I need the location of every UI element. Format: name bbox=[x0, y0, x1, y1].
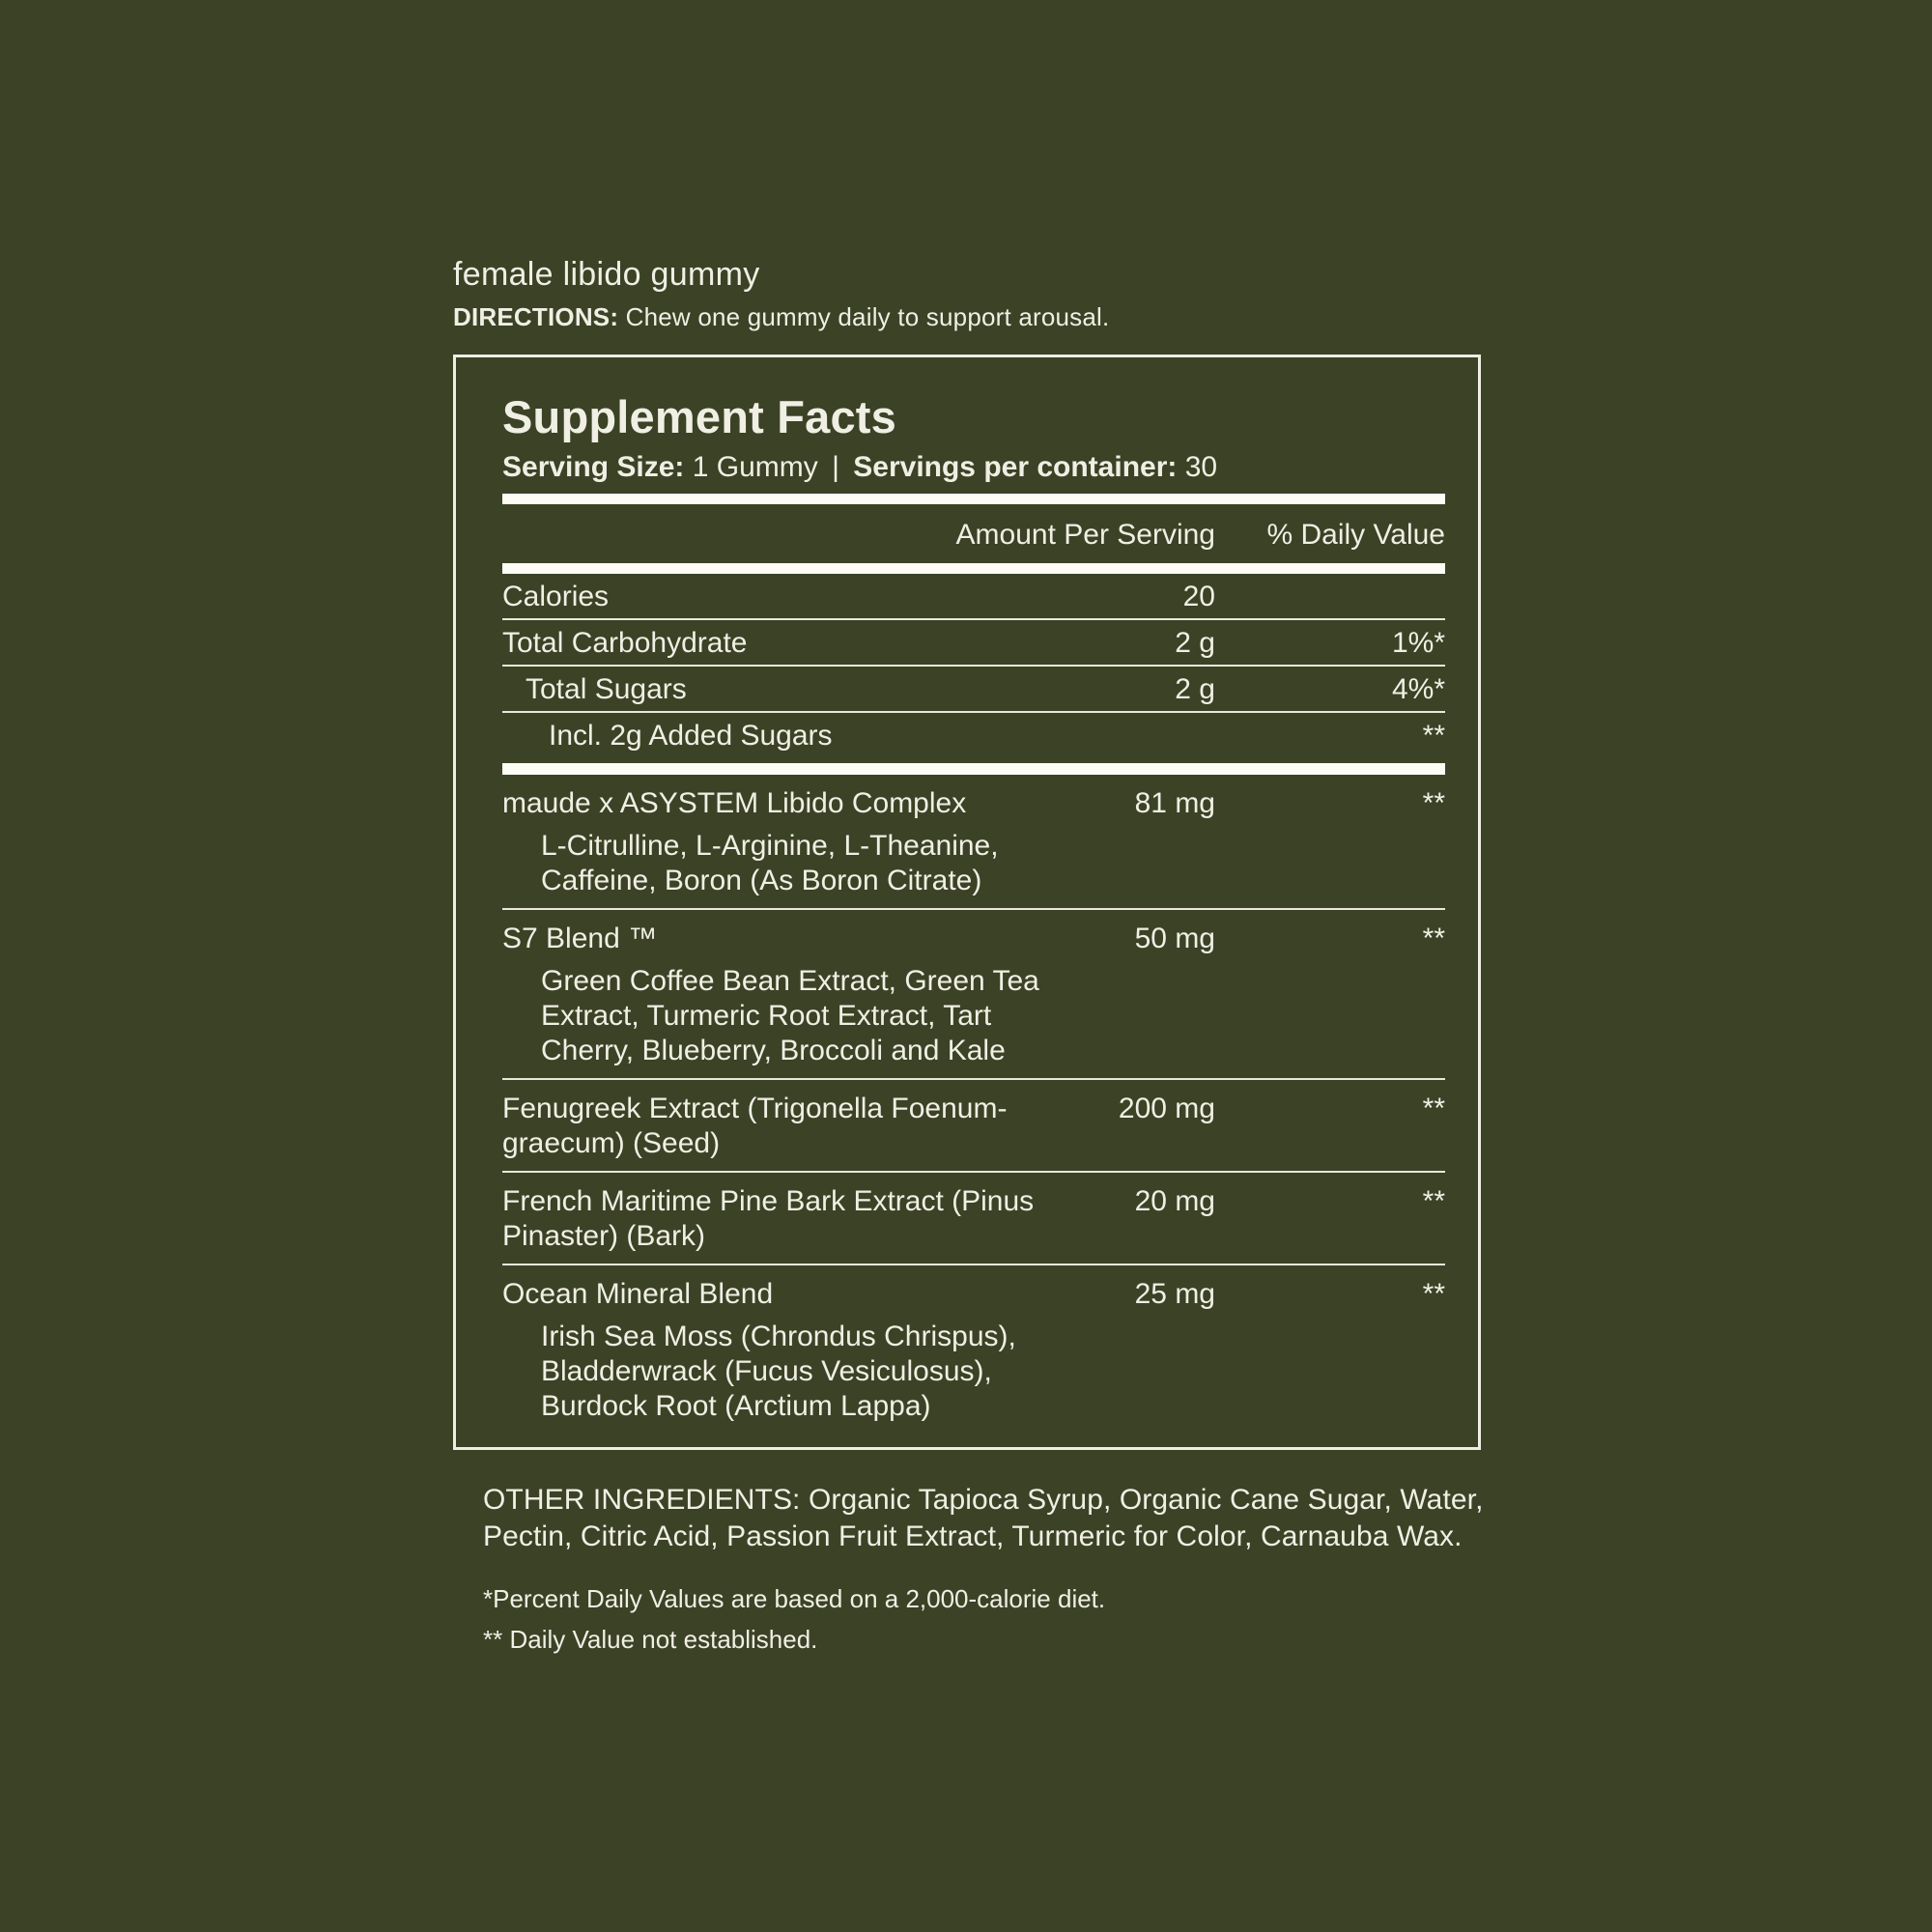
directions-line bbox=[453, 302, 1487, 332]
nutrient-amount: 2 g bbox=[1175, 627, 1215, 659]
nutrient-dv: ** bbox=[1422, 720, 1445, 752]
ingredient-components: Irish Sea Moss (Chrondus Chrispus), Bladderwrack (Fucus Vesiculosus), Burdock Root (Arctium Lappa) bbox=[541, 1321, 1016, 1422]
servings-per-container-value: 30 bbox=[1184, 451, 1218, 483]
nutrient-row-calories bbox=[502, 574, 1445, 620]
ingredient-dv: ** bbox=[1422, 923, 1445, 954]
other-ingredients-line bbox=[483, 1482, 1526, 1555]
ingredient-amount: 25 mg bbox=[1134, 1278, 1215, 1310]
ingredient-components: Green Coffee Bean Extract, Green Tea Extract, Turmeric Root Extract, Tart Cherry, Blueberry, Broccoli and Kale bbox=[541, 965, 1039, 1066]
separator-bar-top bbox=[502, 494, 1445, 504]
ingredient-dv: ** bbox=[1422, 787, 1445, 819]
ingredient-name: maude x ASYSTEM Libido Complex bbox=[502, 787, 967, 819]
nutrient-name: Total Sugars bbox=[526, 673, 687, 705]
nutrient-dv: 1%* bbox=[1391, 627, 1445, 659]
ingredient-name: S7 Blend ™ bbox=[502, 923, 658, 954]
product-title: female libido gummy bbox=[453, 256, 760, 293]
serving-line bbox=[502, 451, 1445, 484]
ingredient-components: L-Citrulline, L-Arginine, L-Theanine, Caffeine, Boron (As Boron Citrate) bbox=[541, 830, 999, 896]
directions-text: Chew one gummy daily to support arousal. bbox=[625, 302, 1110, 331]
ingredient-dv: ** bbox=[1422, 1093, 1445, 1124]
intro-block bbox=[453, 256, 1487, 332]
ingredient-amount: 20 mg bbox=[1134, 1185, 1215, 1217]
nutrient-row-total-carbohydrate bbox=[502, 620, 1445, 667]
column-header-dv: % Daily Value bbox=[1266, 519, 1445, 551]
serving-divider: | bbox=[832, 451, 839, 483]
ingredient-amount: 200 mg bbox=[1118, 1093, 1215, 1124]
nutrient-dv: 4%* bbox=[1391, 673, 1445, 705]
ingredient-amount: 81 mg bbox=[1134, 787, 1215, 819]
separator-bar-header bbox=[502, 563, 1445, 574]
ingredient-row-pine-bark bbox=[502, 1173, 1445, 1265]
ingredient-row-fenugreek bbox=[502, 1080, 1445, 1173]
ingredient-amount: 50 mg bbox=[1134, 923, 1215, 954]
ingredient-name: French Maritime Pine Bark Extract (Pinus Pinaster) (Bark) bbox=[502, 1185, 1035, 1252]
panel-title: Supplement Facts bbox=[502, 391, 897, 442]
ingredient-row-libido-complex bbox=[502, 775, 1445, 910]
separator-bar-mid bbox=[502, 763, 1445, 775]
nutrient-name: Total Carbohydrate bbox=[502, 627, 748, 659]
ingredient-name: Fenugreek Extract (Trigonella Foenum-graecum) (Seed) bbox=[502, 1093, 1008, 1159]
nutrient-row-total-sugars bbox=[502, 667, 1445, 713]
ingredient-row-ocean-mineral bbox=[502, 1265, 1445, 1447]
ingredient-dv: ** bbox=[1422, 1185, 1445, 1217]
footnote-not-established: ** Daily Value not established. bbox=[483, 1625, 818, 1654]
column-header-amount: Amount Per Serving bbox=[955, 519, 1215, 551]
footnote-daily-value: *Percent Daily Values are based on a 2,000-calorie diet. bbox=[483, 1584, 1106, 1613]
directions-label: DIRECTIONS: bbox=[453, 302, 619, 331]
ingredient-name: Ocean Mineral Blend bbox=[502, 1278, 774, 1310]
nutrient-amount: 20 bbox=[1182, 581, 1215, 612]
other-ingredients-text: Organic Tapioca Syrup, Organic Cane Sugar, Water, Pectin, Citric Acid, Passion Fruit Extract, Turmeric for Color, Carnauba Wax. bbox=[483, 1484, 1484, 1552]
supplement-facts-panel bbox=[453, 355, 1481, 1450]
nutrient-amount: 2 g bbox=[1175, 673, 1215, 705]
servings-per-container-label: Servings per container: bbox=[853, 451, 1178, 483]
ingredient-row-s7-blend bbox=[502, 910, 1445, 1080]
nutrient-row-added-sugars bbox=[502, 713, 1445, 763]
nutrient-name: Incl. 2g Added Sugars bbox=[549, 720, 833, 752]
nutrient-name: Calories bbox=[502, 581, 610, 612]
other-ingredients-label: OTHER INGREDIENTS: bbox=[483, 1484, 801, 1516]
serving-size-value: 1 Gummy bbox=[692, 451, 818, 483]
ingredient-dv: ** bbox=[1422, 1278, 1445, 1310]
footer-block bbox=[483, 1482, 1526, 1654]
column-header-row bbox=[502, 504, 1445, 563]
serving-size-label: Serving Size: bbox=[502, 451, 685, 483]
